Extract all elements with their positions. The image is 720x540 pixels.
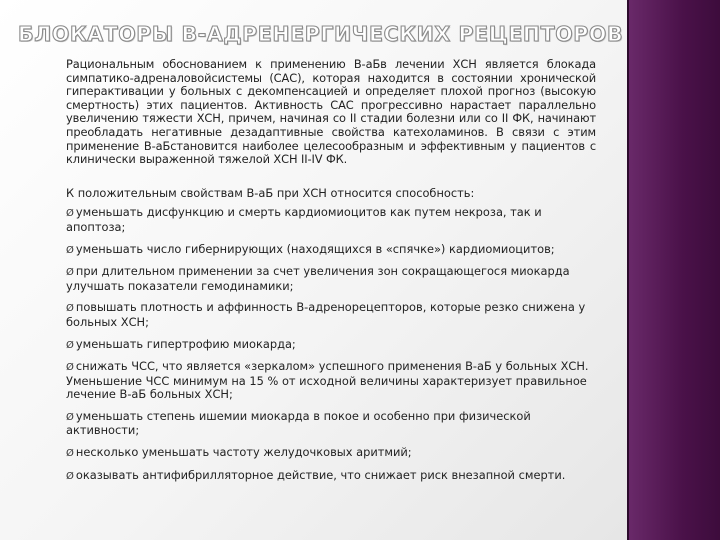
arrow-bullet-icon: Ø (66, 208, 74, 220)
arrow-bullet-icon: Ø (66, 448, 74, 460)
decorative-side-bar (627, 0, 720, 540)
list-item-text: несколько уменьшать частоту желудочковых аритмий; (75, 445, 412, 460)
list-item (66, 206, 596, 234)
list-item-text: уменьшать дисфункцию и смерть кардиомиоцитов как путем некроза, так и апоптоза; (66, 205, 542, 234)
list-item (66, 243, 596, 258)
list-item-text: при длительном применении за счет увеличения зон сокращающегося миокарда улучшать показатели гемодинамики; (66, 264, 570, 293)
arrow-bullet-icon: Ø (66, 411, 74, 423)
arrow-bullet-icon: Ø (66, 470, 74, 482)
list-item-text: уменьшать число гибернирующих (находящихся в «спячке») кардиомиоцитов; (75, 241, 555, 256)
intro-paragraph: Рациональным обоснованием к применению В-аБв лечении ХСН является блокада симпатико-адреналовойсистемы (САС), которая находится в состоянии хронической гиперактивации у больных с декомпенсацией и определяет плохой прогноз (высокую смертность) этих пациентов. Активность САС прогрессивно нарастает параллельно увеличению тяжести ХСН, причем, начиная со II стадии болезни или со II ФК, начинают преобладать негативные дезадаптивные свойства катехоламинов. В связи с этим применение В-аБстановится наиболее целесообразным и эффективным у пациентов с клинически выраженной тяжелой ХСН II-IV ФК. (66, 57, 596, 167)
arrow-bullet-icon: Ø (66, 303, 74, 315)
list-item-text: уменьшать гипертрофию миокарда; (75, 336, 296, 351)
list-item (66, 469, 596, 484)
list-item (66, 301, 596, 329)
slide-title: БЛОКАТОРЫ B-АДРЕНЕРГИЧЕСКИХ РЕЦЕПТОРОВ (18, 22, 624, 46)
list-item (66, 446, 596, 461)
list-item-text: уменьшать степень ишемии миокарда в покое и особенно при физической активности; (66, 408, 531, 438)
slide-body (66, 58, 596, 491)
arrow-bullet-icon: Ø (66, 267, 74, 279)
list-item (66, 338, 596, 353)
arrow-bullet-icon: Ø (66, 339, 74, 351)
divider-line (627, 0, 629, 540)
list-item-text: оказывать антифибрилляторное действие, что снижает риск внезапной смерти. (75, 467, 566, 482)
list-item-text: снижать ЧСС, что является «зеркалом» успешного применения В-аБ у больных ХСН. Уменьшение ЧСС минимум на 15 % от исходной величины характеризует правильное лечение В-аБ больных ХСН; (66, 359, 589, 402)
properties-list (66, 206, 596, 483)
list-item (66, 265, 596, 293)
arrow-bullet-icon: Ø (66, 362, 74, 374)
properties-heading: К положительным свойствам В-аБ при ХСН относится способность: (66, 185, 475, 200)
list-item (66, 410, 596, 438)
arrow-bullet-icon: Ø (66, 244, 74, 256)
list-item-text: повышать плотность и аффинность В-адренорецепторов, которые резко снижена у больных ХСН; (66, 300, 586, 329)
list-item (66, 360, 596, 402)
